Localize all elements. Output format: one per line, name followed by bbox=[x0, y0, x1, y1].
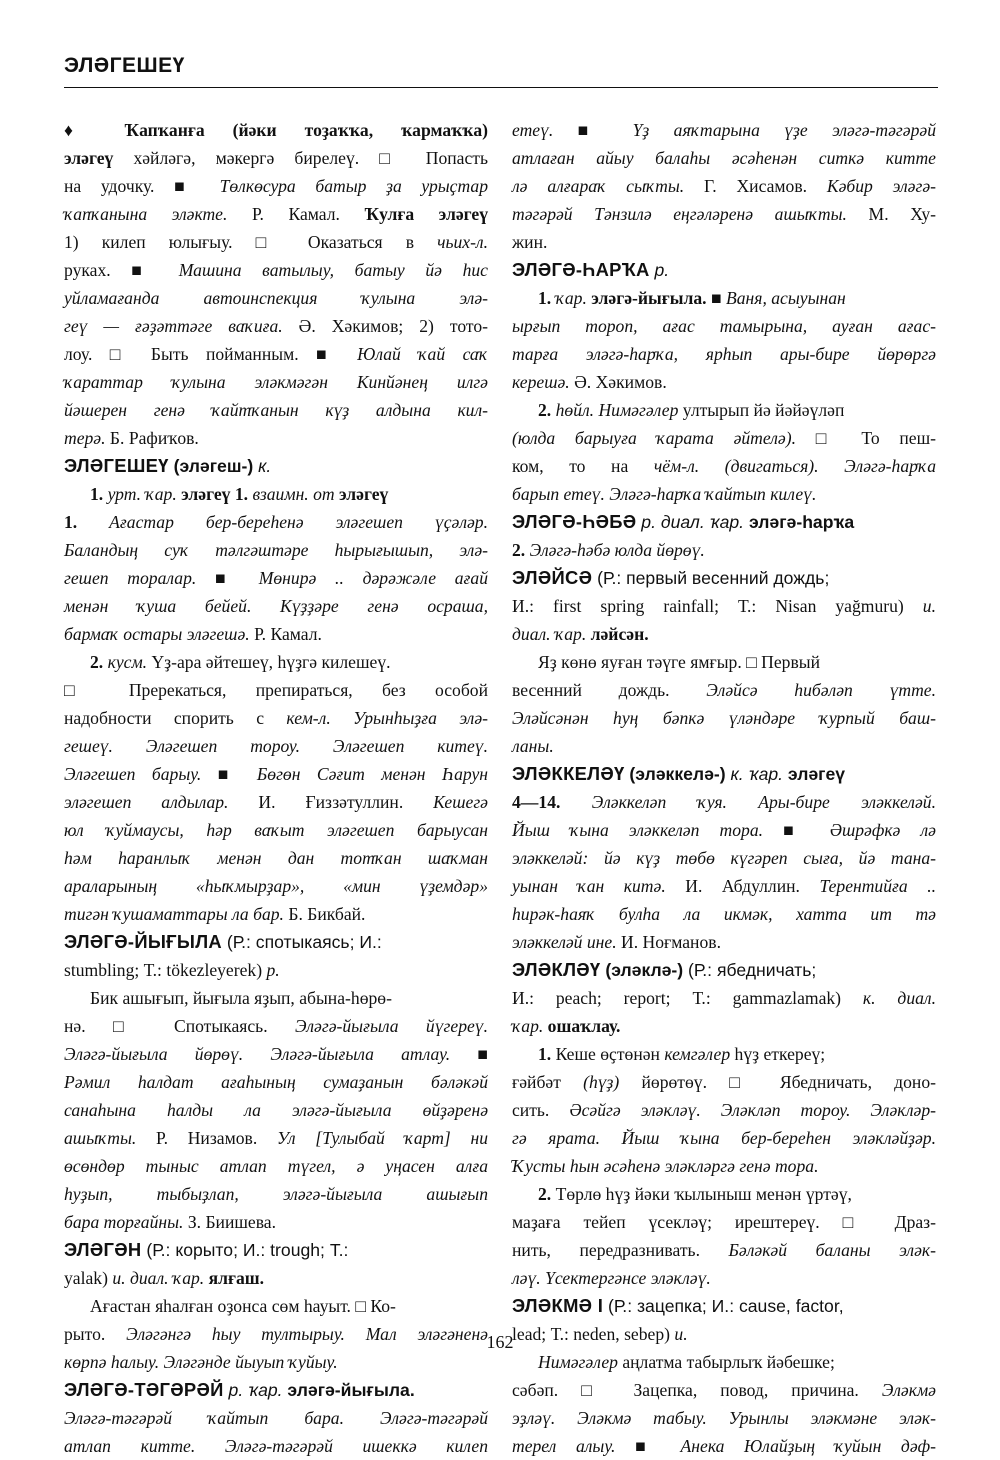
text-run: (Р.: первый весенний дождь; bbox=[592, 568, 830, 588]
text-line bbox=[64, 1152, 488, 1180]
text-run: Эләгә-йығыла йүгереү. bbox=[294, 1016, 488, 1036]
text-run: (эләккелә-) bbox=[624, 764, 726, 784]
text-run: араларының «һыҡмырҙар», «мин үҙемдәр» bbox=[64, 876, 488, 896]
text-line bbox=[64, 676, 488, 704]
text-run: Эләгә-йығыла йөрөү. Эләгә-йығыла атлау. bbox=[64, 1044, 451, 1064]
text-line bbox=[64, 144, 488, 172]
text-run: Ваня, асыуынан bbox=[726, 288, 846, 308]
text-run: 1. bbox=[90, 484, 108, 504]
text-line bbox=[64, 1208, 488, 1236]
text-line bbox=[64, 984, 488, 1012]
text-run: Кеше өҫтөнән bbox=[555, 1044, 665, 1064]
text-run: 1. bbox=[538, 1044, 556, 1064]
text-run: Әшрәфкә лә bbox=[829, 820, 936, 840]
text-line bbox=[512, 592, 936, 620]
text-line bbox=[512, 1040, 936, 1068]
text-run: менән ҡуша бейей. Күҙҙәре генә осраша, bbox=[64, 596, 488, 616]
text-line bbox=[512, 732, 936, 760]
text-line bbox=[512, 872, 936, 900]
text-line bbox=[512, 788, 936, 816]
text-line bbox=[512, 900, 936, 928]
text-run: Ә. Хәкимов. bbox=[569, 372, 667, 392]
text-run: (эләклә-) bbox=[600, 960, 684, 980]
text-run: элә bbox=[744, 512, 780, 532]
text-run: санаһына һалды ла эләгә-йығыла өйҙәренә bbox=[64, 1100, 488, 1120]
text-run: Юлай ҡай саҡ bbox=[357, 344, 488, 364]
text-line bbox=[512, 116, 936, 144]
text-run: ҡараттар ҡулына эләкмәгән Кинйәнең илгә bbox=[64, 372, 488, 392]
text-line bbox=[512, 1068, 936, 1096]
text-line bbox=[64, 312, 488, 340]
text-run: р. диал. ҡар. bbox=[636, 512, 745, 532]
text-line bbox=[64, 228, 488, 256]
text-run: ҡапҡанына эләкте. bbox=[64, 204, 228, 224]
text-run: Ул [Тулыбай ҡарт] ни bbox=[276, 1128, 488, 1148]
text-run: ошаҡлау. bbox=[543, 1016, 621, 1036]
text-run: к. ҡар. bbox=[725, 764, 784, 784]
text-line bbox=[64, 1068, 488, 1096]
text-line bbox=[64, 788, 488, 816]
running-head: ЭЛӘГЕШЕҮ bbox=[64, 54, 185, 77]
text-run: йөрөтөү. □ Ябедничать, доно- bbox=[619, 1072, 936, 1092]
text-line bbox=[512, 1264, 936, 1292]
text-line bbox=[512, 816, 936, 844]
text-run: stumbling; Т.: tökezleyerek) bbox=[64, 960, 267, 980]
text-run: □ Пререкаться, препираться, без особой bbox=[64, 680, 488, 700]
text-run: ■ bbox=[706, 288, 727, 308]
text-run: ■ bbox=[196, 568, 259, 588]
text-run: Үҙ аяҡтарына үҙе эләгә-тәгәрәй bbox=[632, 120, 936, 140]
headword: ЭЛӘКЛӘҮ bbox=[512, 959, 601, 980]
text-run: (Р.: спотыкаясь; И.: bbox=[221, 932, 382, 952]
text-run: Эләгәнгә һыу тултырыу. Мал эләгәненә bbox=[126, 1324, 488, 1344]
text-line bbox=[512, 284, 936, 312]
text-run: на удочку. ■ bbox=[64, 176, 220, 196]
text-run: геү bbox=[363, 484, 389, 504]
text-run: Ҡусты һын әсәһенә эләкләргә генә тора. bbox=[512, 1156, 819, 1176]
text-run: (һүҙ) bbox=[583, 1072, 620, 1092]
text-run: □ То пеш- bbox=[796, 428, 936, 448]
text-line bbox=[64, 200, 488, 228]
text-run: ләү. Үсектергәнсе эләкләү. bbox=[512, 1268, 711, 1288]
text-line bbox=[512, 704, 936, 732]
headword: ЭЛӘГЕШЕҮ bbox=[64, 455, 169, 476]
text-line bbox=[64, 732, 488, 760]
text-run: yalak) bbox=[64, 1268, 113, 1288]
text-line bbox=[64, 256, 488, 284]
text-run: йәшерен генә ҡайтҡанын күҙ алдына кил- bbox=[64, 400, 488, 420]
text-run: гешеү. Эләгешеп тороу. Эләгешеп китеү. bbox=[64, 736, 488, 756]
text-run: 2. bbox=[538, 400, 556, 420]
text-run: Рәмил һалдат ағаһының сумаҙанын бәләкәй bbox=[64, 1072, 488, 1092]
header-rule bbox=[64, 87, 938, 88]
text-line bbox=[64, 816, 488, 844]
entry-headword-line bbox=[64, 452, 488, 480]
text-run: ком, то на bbox=[512, 456, 654, 476]
text-line bbox=[512, 340, 936, 368]
text-run: элә bbox=[282, 1380, 318, 1400]
text-run: эләккеләй ине. bbox=[512, 932, 617, 952]
text-run: взаимн. от bbox=[248, 484, 335, 504]
text-run: р. bbox=[266, 960, 280, 980]
text-run: Эләкмә bbox=[881, 1380, 936, 1400]
text-line bbox=[64, 1292, 488, 1320]
text-run: lead; Т.: neden, sebep) bbox=[512, 1324, 675, 1344]
text-run: рыто. bbox=[64, 1324, 127, 1344]
text-line bbox=[512, 480, 936, 508]
left-column bbox=[64, 116, 488, 1460]
text-run: элә bbox=[176, 484, 207, 504]
text-line bbox=[512, 452, 936, 480]
text-line bbox=[512, 620, 936, 648]
text-run: Машина ватылыу, батыу йә һис bbox=[178, 260, 488, 280]
text-run: И. Абдуллин. bbox=[665, 876, 820, 896]
text-line bbox=[512, 396, 936, 424]
text-run: (элә bbox=[168, 456, 210, 476]
text-line bbox=[64, 648, 488, 676]
text-run: кусм. bbox=[107, 652, 148, 672]
text-run: уынан ҡан китә. bbox=[512, 876, 666, 896]
text-run: атлап китте. Эләгә-тәгәрәй ишеккә килеп bbox=[64, 1436, 488, 1456]
text-run: руках. ■ bbox=[64, 260, 179, 280]
text-line bbox=[64, 1124, 488, 1152]
text-run: ләйсән. bbox=[586, 624, 649, 644]
text-run: Баландың суҡ тәлгәштәре һырығышып, элә- bbox=[64, 540, 488, 560]
text-run: нить, передразнивать. bbox=[512, 1240, 729, 1260]
text-run: Мөнирә .. дәрәжәле ағай bbox=[258, 568, 488, 588]
text-line bbox=[64, 508, 488, 536]
text-line bbox=[512, 368, 936, 396]
text-line bbox=[64, 1040, 488, 1068]
text-line bbox=[64, 1180, 488, 1208]
text-line bbox=[64, 704, 488, 732]
text-run: к. bbox=[253, 456, 272, 476]
text-run: маҙаға тейеп үсекләү; ирештереү. □ Драз- bbox=[512, 1212, 936, 1232]
text-run: Б. Рафиҡов. bbox=[105, 428, 199, 448]
text-run: ырғып тороп, ағас тамырына, ауған ағас- bbox=[512, 316, 936, 336]
text-run: к. диал. bbox=[862, 988, 936, 1008]
text-line bbox=[512, 144, 936, 172]
text-line bbox=[512, 1432, 936, 1460]
entry-headword-line bbox=[64, 1236, 488, 1264]
entry-headword-line bbox=[512, 760, 936, 788]
text-run: Р. Низамов. bbox=[136, 1128, 277, 1148]
text-line bbox=[64, 592, 488, 620]
text-line bbox=[512, 1236, 936, 1264]
text-run: Эләйсәнән һуң бәпкә үләндәре ҡурпый баш- bbox=[512, 708, 936, 728]
text-line bbox=[512, 1096, 936, 1124]
text-run: ■ bbox=[201, 764, 257, 784]
text-line bbox=[64, 368, 488, 396]
text-run: Бөгөн Сәғит менән Һарун bbox=[256, 764, 488, 784]
text-line bbox=[512, 928, 936, 956]
text-run: и. bbox=[922, 596, 936, 616]
text-run: көрпә һалыу. Эләгәнде йыуып ҡуйыу. bbox=[64, 1352, 338, 1372]
headword: ЭЛӘЙСӘ bbox=[512, 567, 593, 588]
text-run: 4—14. bbox=[512, 792, 592, 812]
text-run: бара торғайны. bbox=[64, 1212, 184, 1232]
text-line bbox=[64, 1096, 488, 1124]
text-run: И. Ғиззәтуллин. bbox=[228, 792, 434, 812]
text-run: Кешегә bbox=[433, 792, 488, 812]
headword: ЭЛӘГӘ-ЙЫҒЫЛА bbox=[64, 931, 222, 952]
text-run: аңлатма табырлыҡ йәбешке; bbox=[617, 1352, 835, 1372]
headword: ЭЛӘГӘН bbox=[64, 1239, 142, 1260]
text-run: барып етеү. Эләгә-һарҡа ҡайтып килеү. bbox=[512, 484, 817, 504]
entry-headword-line bbox=[512, 956, 936, 984]
text-run: юл ҡуймаусы, һәр ваҡыт эләгешеп барыусан bbox=[64, 820, 488, 840]
text-run: эҙләү. Эләкмә табыу. Урынлы эләкмәне элә bbox=[512, 1408, 922, 1428]
text-run: хәйләгә, мәкергә бирелеү. □ Попасть bbox=[113, 148, 488, 168]
headword: ЭЛӘГӘ-ҺАРҠА bbox=[512, 259, 650, 280]
text-line bbox=[512, 200, 936, 228]
text-run: элә bbox=[586, 288, 617, 308]
text-run: 2. bbox=[538, 1184, 556, 1204]
text-run: ялғаш. bbox=[204, 1268, 265, 1288]
text-line bbox=[512, 1180, 936, 1208]
text-run: етеү. bbox=[512, 120, 554, 140]
text-run: весенний дождь. bbox=[512, 680, 707, 700]
text-run: Төрлө һүҙ йәки ҡылыныш менән үртәү, bbox=[555, 1184, 852, 1204]
text-run: И.: first spring rainfall; Т.: Nisan yağmuru) bbox=[512, 596, 923, 616]
text-line bbox=[512, 312, 936, 340]
text-run: ■ bbox=[450, 1044, 488, 1064]
text-run: Эләккеләп ҡуя. Ары-бире эләккеләй. bbox=[591, 792, 936, 812]
text-run: эләккеләй: йә күҙ төбө күгәреп сыға, йә тана- bbox=[512, 848, 936, 868]
text-line bbox=[64, 900, 488, 928]
text-line bbox=[64, 1264, 488, 1292]
text-run: Йыш ҡына эләккеләп тора. bbox=[512, 820, 764, 840]
text-run: М. Ху- bbox=[846, 204, 937, 224]
text-run: Эләгә-тәгәрәй ҡайтып бара. Эләгә-тәгәрәй bbox=[64, 1408, 488, 1428]
page-number: 162 bbox=[486, 1332, 514, 1352]
entry-headword-line bbox=[512, 1292, 936, 1320]
text-run: Анека Юлайҙың ҡуйын дәф- bbox=[680, 1436, 936, 1456]
text-line bbox=[512, 1208, 936, 1236]
text-line bbox=[512, 172, 936, 200]
text-line bbox=[512, 676, 936, 704]
text-line bbox=[512, 1376, 936, 1404]
text-run: 2. bbox=[90, 652, 108, 672]
text-run: гә-йығыла. bbox=[317, 1380, 415, 1400]
text-run: и. bbox=[674, 1324, 688, 1344]
text-run: Б. Бикбай. bbox=[283, 904, 366, 924]
text-line bbox=[512, 228, 936, 256]
text-run: уйламағанда автоинспекция ҡулына элә- bbox=[64, 288, 488, 308]
text-run: ♦ Ҡапҡанға (йәки тоҙаҡҡа, ҡармаҡҡа) bbox=[64, 120, 488, 140]
text-run: (Р.: корыто; И.: trough; Т.: bbox=[141, 1240, 349, 1260]
text-run: һуҙып, тыбыҙлап, эләгә-йығыла ашығып bbox=[64, 1184, 488, 1204]
text-run: Эләйсә һибәләп үтте. bbox=[706, 680, 936, 700]
text-run: элә bbox=[334, 484, 364, 504]
text-run: ■ bbox=[763, 820, 830, 840]
text-line bbox=[512, 1012, 936, 1040]
text-run: (Р.: зацепка; И.: cause, factor, bbox=[603, 1296, 844, 1316]
text-line bbox=[64, 1012, 488, 1040]
text-run: геү bbox=[818, 764, 846, 784]
text-run: Р. Камал. bbox=[249, 624, 322, 644]
text-line bbox=[512, 844, 936, 872]
text-line bbox=[512, 984, 936, 1012]
text-run: эләгеү bbox=[64, 148, 114, 168]
text-line bbox=[64, 396, 488, 424]
text-run: Р. Камал. bbox=[227, 204, 365, 224]
text-run: Әсәйгә эләкләү. Эләкләп тороу. Эләкләр- bbox=[569, 1100, 936, 1120]
text-line bbox=[64, 844, 488, 872]
text-run: тарға эләгә-һарҡа, ярһып ары-бире йөрөргә bbox=[512, 344, 936, 364]
text-run: гә ярата. Йыш ҡына бер-береһен эләкләйҙәр. bbox=[512, 1128, 936, 1148]
text-run: геш-) bbox=[209, 456, 254, 476]
text-run: кем-л. Урынһыҙға элә- bbox=[286, 708, 488, 728]
text-run: гешеп торалар. bbox=[64, 568, 197, 588]
text-run: лә алғараҡ сыҡты. bbox=[512, 176, 685, 196]
text-run: ■ bbox=[615, 1436, 681, 1456]
text-run: 2. bbox=[512, 540, 530, 560]
entry-headword-line bbox=[512, 508, 936, 536]
text-run: геү 1. bbox=[206, 484, 249, 504]
text-run: Ҡулға эләгеү bbox=[364, 204, 488, 224]
text-run: терә. bbox=[64, 428, 106, 448]
text-run: З. Биишева. bbox=[183, 1212, 277, 1232]
text-run: ҡар. bbox=[555, 288, 587, 308]
text-line bbox=[64, 564, 488, 592]
text-run: (юлда барыуға ҡарата әйтелә). bbox=[512, 428, 796, 448]
text-line bbox=[64, 116, 488, 144]
text-run: урт. ҡар. bbox=[107, 484, 177, 504]
text-run: тигән ҡушаматтары ла бар. bbox=[64, 904, 284, 924]
text-run: ғәйбәт bbox=[512, 1072, 584, 1092]
text-run: гә-һарҡа bbox=[779, 512, 855, 532]
text-run: надобности спорить с bbox=[64, 708, 287, 728]
text-run: элә bbox=[783, 764, 819, 784]
text-run: жин. bbox=[512, 232, 548, 252]
text-run: чём-л. (двигаться). Эләгә-һарҡа bbox=[653, 456, 937, 476]
text-run: (Р.: ябедничать; bbox=[683, 960, 817, 980]
text-run: ■ bbox=[553, 120, 633, 140]
text-run: к- bbox=[921, 1408, 936, 1428]
right-column bbox=[512, 116, 936, 1460]
headword: ЭЛӘКМӘ I bbox=[512, 1295, 604, 1316]
text-run: һәм һаранлыҡ менән дан тотҡан шаҡман bbox=[64, 848, 488, 868]
text-line bbox=[64, 424, 488, 452]
entry-headword-line bbox=[512, 564, 936, 592]
text-run: Терентийға .. bbox=[819, 876, 936, 896]
text-run: гә-йығыла. bbox=[616, 288, 707, 308]
text-run: нә. □ Спотыкаясь. bbox=[64, 1016, 295, 1036]
text-line bbox=[512, 1152, 936, 1180]
text-run: ланы. bbox=[512, 736, 554, 756]
text-run: геү — ғәҙәттәге ваҡиға. bbox=[64, 316, 283, 336]
headword: ЭЛӘГӘ-ТӘГӘРӘЙ bbox=[64, 1379, 224, 1400]
text-run: һирәк-һаяҡ булһа ла икмәк, хатта ит тә bbox=[512, 904, 936, 924]
text-line bbox=[64, 956, 488, 984]
text-run: р. bbox=[649, 260, 670, 280]
text-run: сить. bbox=[512, 1100, 570, 1120]
text-run: 1. bbox=[64, 512, 110, 532]
text-line bbox=[64, 172, 488, 200]
text-run: сәбәп. □ Зацепка, повод, причина. bbox=[512, 1380, 882, 1400]
text-run: атлаған айыу балаһы әсәһенән ситкә китте bbox=[512, 148, 936, 168]
text-line bbox=[64, 1432, 488, 1460]
text-run: Ағастан яһалған оҙонса сөм һауыт. □ Ко- bbox=[90, 1296, 396, 1316]
text-line bbox=[64, 1404, 488, 1432]
text-run: тәгәрәй Тәнзилә еңгәләренә ашыҡты. bbox=[512, 204, 847, 224]
text-run: Бәләкәй баланы элә bbox=[728, 1240, 922, 1260]
text-line bbox=[64, 284, 488, 312]
text-run: өсөндөр тыныс атлап түгел, ә уңасен алға bbox=[64, 1156, 488, 1176]
text-run: Г. Хисамов. bbox=[684, 176, 827, 196]
text-line bbox=[512, 648, 936, 676]
text-run: Нимәгәлер bbox=[538, 1352, 618, 1372]
text-line bbox=[64, 760, 488, 788]
text-run: һүҙ еткереү; bbox=[730, 1044, 826, 1064]
text-line bbox=[64, 620, 488, 648]
text-run: р. ҡар. bbox=[223, 1380, 283, 1400]
text-run: лоу. □ Быть пойманным. ■ bbox=[64, 344, 358, 364]
text-run: Бик ашығып, йығыла яҙып, абына-һөрө- bbox=[90, 988, 392, 1008]
text-line bbox=[512, 536, 936, 564]
entry-headword-line bbox=[512, 256, 936, 284]
text-run: Кәбир эләгә- bbox=[826, 176, 936, 196]
text-line bbox=[64, 536, 488, 564]
text-run: ҡар. bbox=[512, 1016, 544, 1036]
text-run: Ағастар бер-береһенә эләгешеп үҫәләр. bbox=[109, 512, 488, 532]
text-run: һөйл. Нимәгәлер bbox=[555, 400, 679, 420]
text-run: диал. ҡар. bbox=[512, 624, 587, 644]
text-run: керешә. bbox=[512, 372, 570, 392]
text-run: эләгешеп алдылар. bbox=[64, 792, 229, 812]
text-run: к- bbox=[921, 1240, 937, 1260]
text-run: Үҙ-ара әйтешеү, һүҙгә килешеү. bbox=[147, 652, 391, 672]
entry-headword-line bbox=[64, 1376, 488, 1404]
text-run: 1) килеп юлығыу. □ Оказаться в bbox=[64, 232, 438, 252]
text-run: кемгәлер bbox=[664, 1044, 731, 1064]
text-line bbox=[512, 424, 936, 452]
text-run: Төлкөсура батыр ҙа урыҫтар bbox=[219, 176, 489, 196]
headword: ЭЛӘГӘ-ҺӘБӘ bbox=[512, 511, 637, 532]
entry-headword-line bbox=[64, 928, 488, 956]
text-run: Ә. Хәкимов; 2) тото- bbox=[282, 316, 488, 336]
text-line bbox=[64, 480, 488, 508]
text-run: ултырып йә йәйәүләп bbox=[678, 400, 845, 420]
text-line bbox=[64, 340, 488, 368]
text-run: И. Ноғманов. bbox=[616, 932, 721, 952]
text-run: ашыҡты. bbox=[64, 1128, 137, 1148]
text-run: чьих-л. bbox=[437, 232, 488, 252]
text-run: Яҙ көнө яуған тәүге ямғыр. □ Первый bbox=[538, 652, 820, 672]
text-run: Эләгә-һәбә юлда йөрөү. bbox=[529, 540, 705, 560]
text-line bbox=[512, 1404, 936, 1432]
text-run: 1. bbox=[538, 288, 556, 308]
text-line bbox=[64, 872, 488, 900]
text-line bbox=[512, 1124, 936, 1152]
text-run: терел алыу. bbox=[512, 1436, 616, 1456]
headword: ЭЛӘККЕЛӘҮ bbox=[512, 763, 625, 784]
text-run: и. диал. ҡар. bbox=[112, 1268, 205, 1288]
text-run: Эләгешеп барыу. bbox=[64, 764, 202, 784]
text-run: И.: peach; report; Т.: gammazlamak) bbox=[512, 988, 863, 1008]
text-run: бармаҡ остары эләгешә. bbox=[64, 624, 250, 644]
